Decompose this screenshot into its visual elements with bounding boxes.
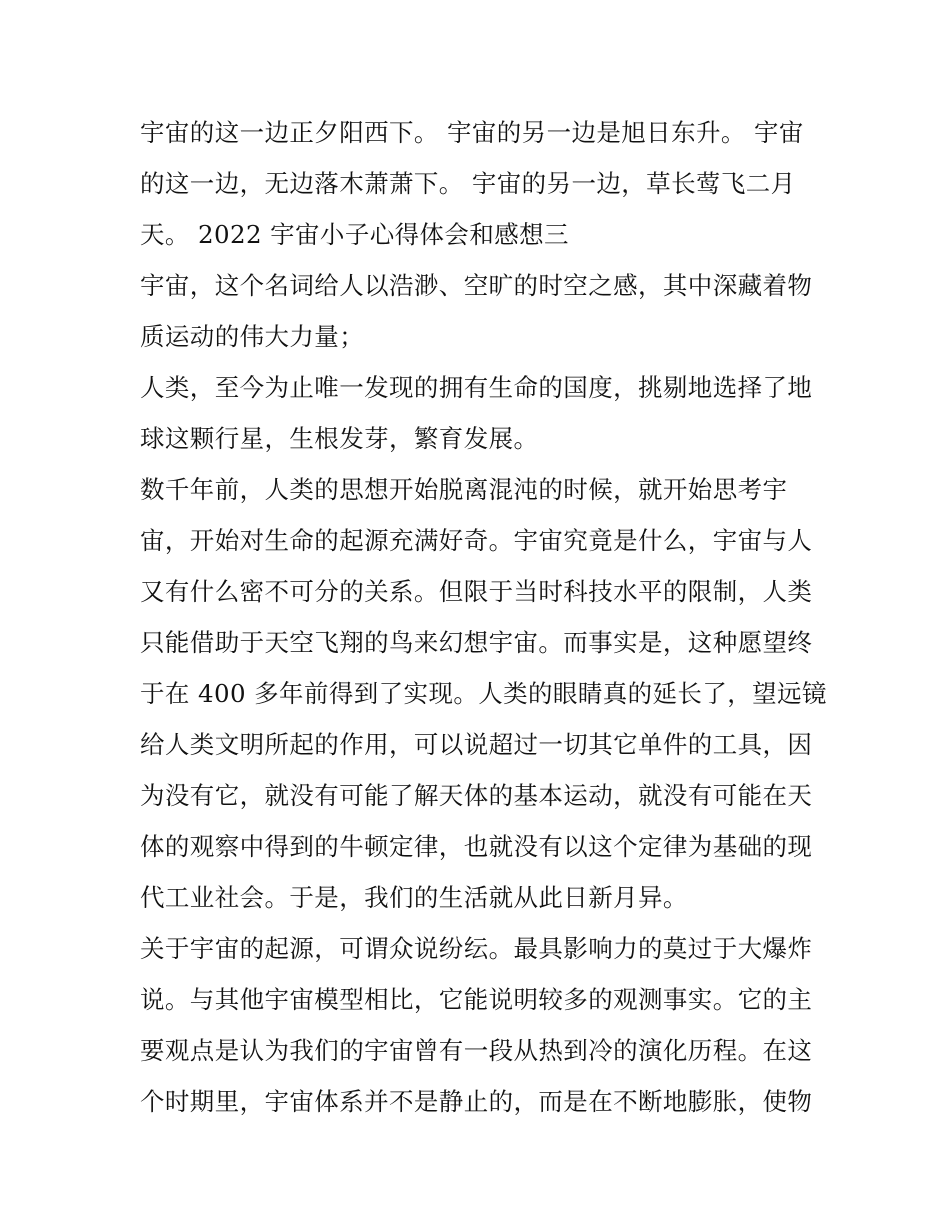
text-line: 数千年前，人类的思想开始脱离混沌的时候，就开始思考宇 — [140, 475, 788, 504]
text-line: 关于宇宙的起源，可谓众说纷纭。最具影响力的莫过于大爆炸 — [140, 934, 813, 963]
text-line: 的这一边，无边落木萧萧下。 宇宙的另一边，草长莺飞二月 — [140, 169, 796, 198]
text-line: 个时期里，宇宙体系并不是静止的，而是在不断地膨胀，使物 — [140, 1087, 813, 1116]
text-line: 人类，至今为止唯一发现的拥有生命的国度，挑剔地选择了地 — [140, 373, 813, 402]
text-line: 天。 2022 宇宙小子心得体会和感想三 — [140, 220, 569, 249]
text-line: 于在 400 多年前得到了实现。人类的眼睛真的延长了，望远镜 — [140, 679, 827, 708]
text-line: 又有什么密不可分的关系。但限于当时科技水平的限制，人类 — [140, 577, 813, 606]
text-line: 说。与其他宇宙模型相比，它能说明较多的观测事实。它的主 — [140, 985, 813, 1014]
text-line: 球这颗行星，生根发芽，繁育发展。 — [140, 424, 539, 453]
text-line: 给人类文明所起的作用，可以说超过一切其它单件的工具，因 — [140, 730, 813, 759]
document-body — [140, 107, 827, 1127]
text-line: 质运动的伟大力量； — [140, 322, 365, 351]
text-line: 宙，开始对生命的起源充满好奇。宇宙究竟是什么，宇宙与人 — [140, 526, 813, 555]
text-line: 宇宙的这一边正夕阳西下。 宇宙的另一边是旭日东升。 宇宙 — [140, 118, 804, 147]
text-line: 宇宙，这个名词给人以浩渺、空旷的时空之感，其中深藏着物 — [140, 271, 813, 300]
text-line: 只能借助于天空飞翔的鸟来幻想宇宙。而事实是，这种愿望终 — [140, 628, 813, 657]
text-line: 代工业社会。于是，我们的生活就从此日新月异。 — [140, 883, 688, 912]
text-line: 为没有它，就没有可能了解天体的基本运动，就没有可能在天 — [140, 781, 813, 810]
text-line: 体的观察中得到的牛顿定律，也就没有以这个定律为基础的现 — [140, 832, 813, 861]
text-line: 要观点是认为我们的宇宙曾有一段从热到冷的演化历程。在这 — [140, 1036, 813, 1065]
